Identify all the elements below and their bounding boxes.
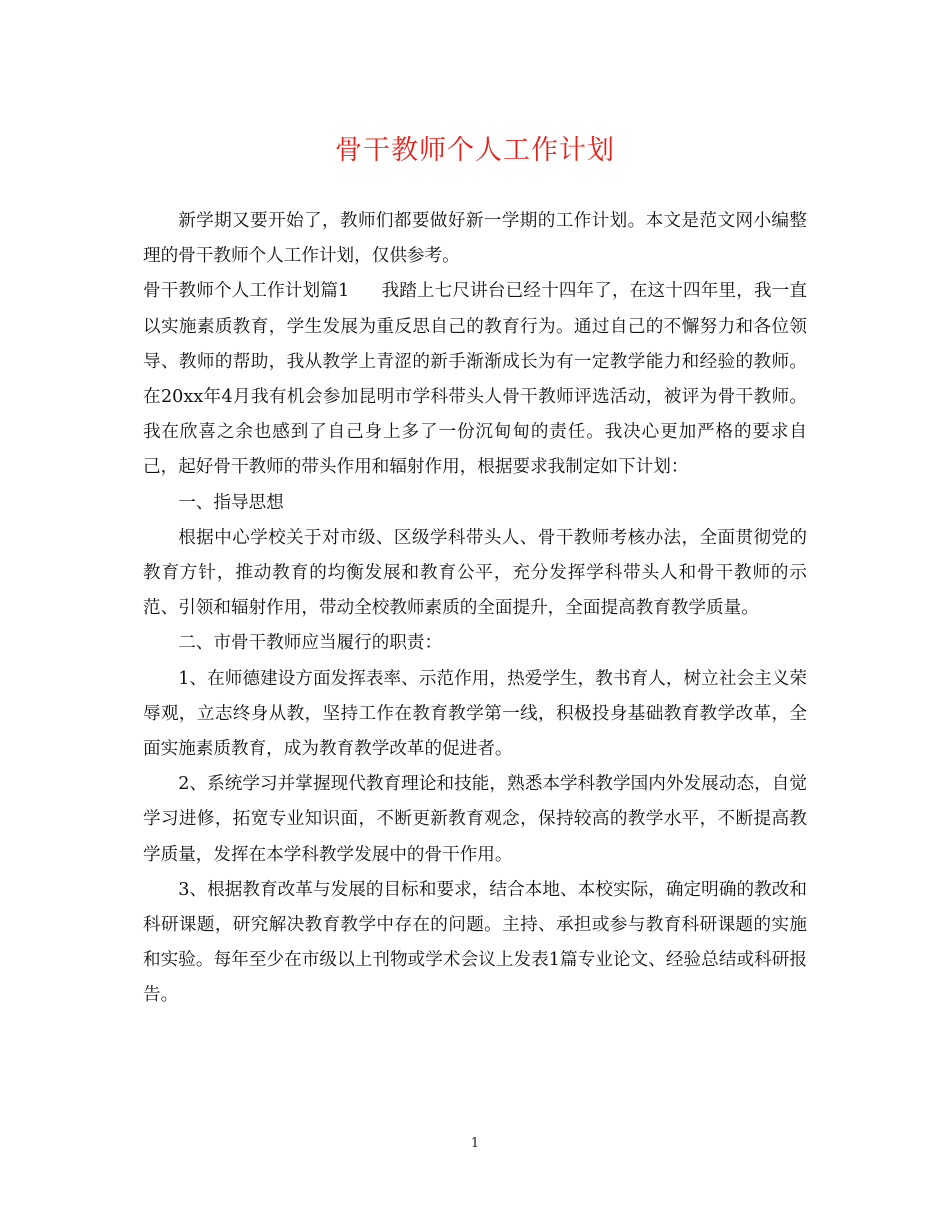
guiding-thought-paragraph: 根据中心学校关于对市级、区级学科带头人、骨干教师考核办法，全面贯彻党的教育方针，推动教育的均衡发展和教育公平，充分发挥学科带头人和骨干教师的示范、引领和辐射作用，带动全校教师素质的全面提升，全面提高教育教学质量。 (143, 527, 807, 619)
heading-duties: 二、市骨干教师应当履行的职责： (178, 633, 443, 654)
duty-item-1: 1、在师德建设方面发挥表率、示范作用，热爱学生，教书育人，树立社会主义荣辱观，立志终身从教，坚持工作在教育教学第一线，积极投身基础教育教学改革，全面实施素质教育，成为教育教学改革的促进者。 (143, 668, 807, 760)
duty-item-2: 2、系统学习并掌握现代教育理论和技能，熟悉本学科教学国内外发展动态，自觉学习进修，拓宽专业知识面，不断更新教育观念，保持较高的教学水平，不断提高教学质量，发挥在本学科教学发展中的骨干作用。 (143, 774, 807, 865)
intro-paragraph: 新学期又要开始了，教师们都要做好新一学期的工作计划。本文是范文网小编整理的骨干教师个人工作计划，仅供参考。 (143, 211, 807, 267)
page-number: 1 (470, 1136, 480, 1151)
heading-guiding-thought: 一、指导思想 (178, 492, 284, 513)
section-heading: 骨干教师个人工作计划篇1 (143, 281, 350, 302)
document-title: 骨干教师个人工作计划 (335, 135, 615, 166)
duty-item-3: 3、根据教育改革与发展的目标和要求，结合本地、本校实际，确定明确的教改和科研课题，研究解决教育教学中存在的问题。主持、承担或参与教育科研课题的实施和实验。每年至少在市级以上刊物或学术会议上发表1篇专业论文、经验总结或科研报告。 (143, 879, 807, 1006)
document-body (143, 204, 807, 1014)
section-paragraph (143, 274, 807, 485)
section-body: 我踏上七尺讲台已经十四年了，在这十四年里，我一直以实施素质教育，学生发展为重反思自己的教育行为。通过自己的不懈努力和各位领导、教师的帮助，我从教学上青涩的新手渐渐成长为有一定教学能力和经验的教师。在20xx年4月我有机会参加昆明市学科带头人骨干教师评选活动，被评为骨干教师。我在欣喜之余也感到了自己身上多了一份沉甸甸的责任。我决心更加严格的要求自己，起好骨干教师的带头作用和辐射作用，根据要求我制定如下计划： (143, 281, 807, 478)
